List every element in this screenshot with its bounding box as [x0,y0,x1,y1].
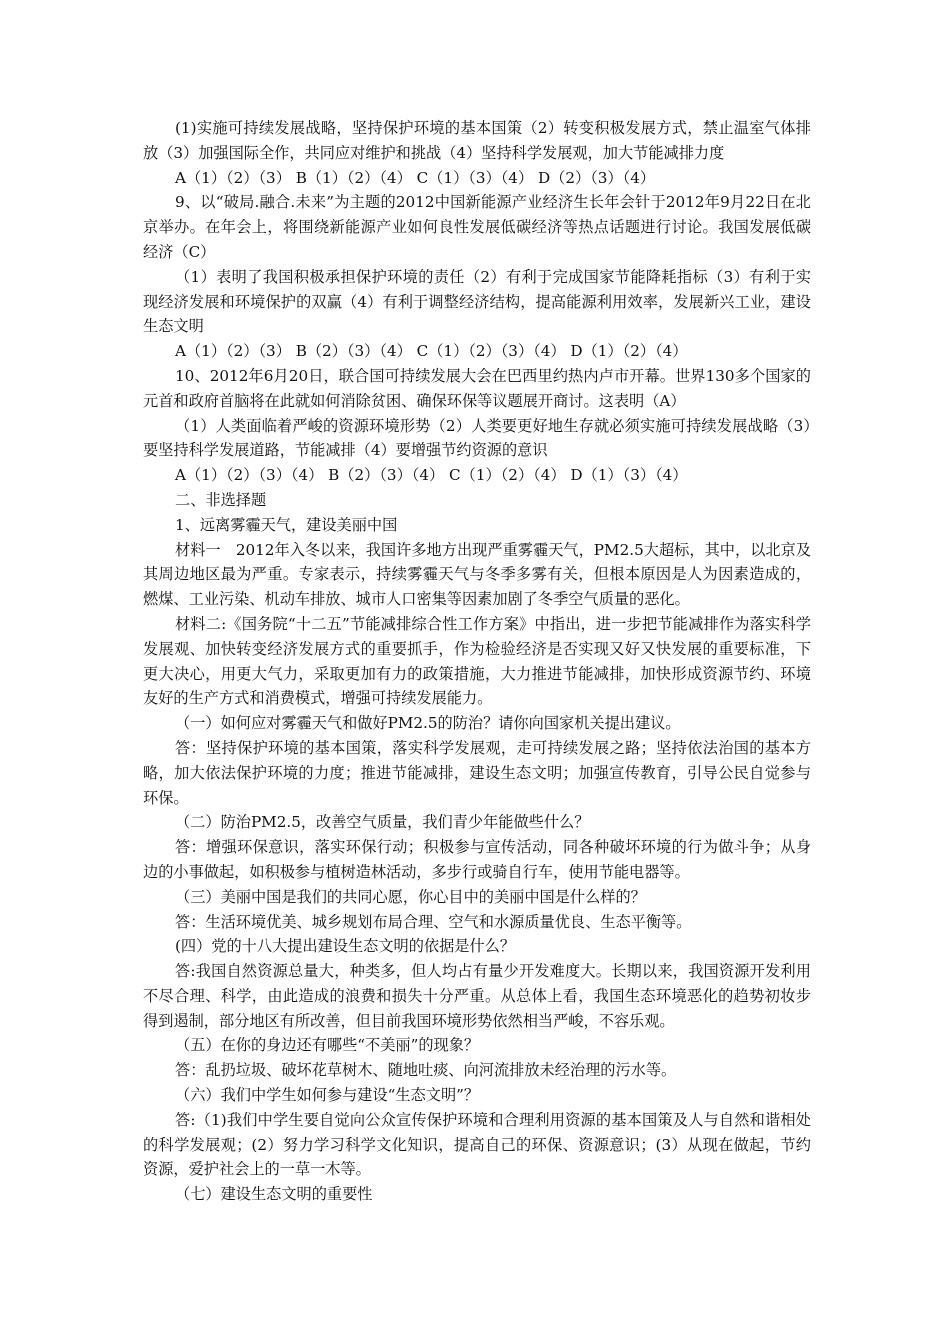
paragraph-5: A（1）（2）（3） B（2）（3）（4） C（1）（2）（3）（4） D（1）（2）（4） [175,342,688,361]
paragraph-17: （三）美丽中国是我们的共同心愿，你心目中的美丽中国是什么样的？ [175,887,646,906]
paragraph-25: （七）建设生态文明的重要性 [175,1185,373,1204]
paragraph-13: （一）如何应对雾霾天气和做好PM2.5的防治？请你向国家机关提出建议。 [175,714,681,733]
paragraph-24: 答:（1)我们中学生要自觉向公众宣传保护环境和合理利用资源的基本国策及人与自然和谐相处的科学发展观；(2）努力学习科学文化知识，提高自己的环保、资源意识；(3）从现在做起，节约资源，爱护社会上的一草一木等。 [143,1110,811,1179]
paragraph-20: 答:我国自然资源总量大，种类多，但人均占有量少开发难度大。长期以来，我国资源开发利用不尽合理、科学，由此造成的浪费和损失十分严重。从总体上看，我国生态环境恶化的趋势初妆步得到遏制，部分地区有所改善，但目前我国环境形势依然相当严峻，不容乐观。 [143,962,811,1030]
paragraph-23: （六）我们中学生如何参与建设“生态文明”？ [175,1086,480,1105]
paragraph-11: 材料一 2012年入冬以来，我国许多地方出现严重雾霾天气，PM2.5大超标，其中，以北京及其周边地区最为严重。专家表示，持续雾霾天气与冬季多雾有关，但根本原因是人为因素造成的，燃煤、工业污染、机动车排放、城市人口密集等因素加剧了冬季空气质量的恶化。 [143,540,811,609]
paragraph-22: 答：乱扔垃圾、破坏花草树木、随地吐痰、向河流排放未经治理的污水等。 [175,1061,677,1080]
paragraph-14: 答：坚持保护环境的基本国策，落实科学发展观，走可持续发展之路；坚持依法治国的基本方略，加大依法保护环境的力度；推进节能减排，建设生态文明；加强宣传教育，引导公民自觉参与环保。 [143,738,811,807]
paragraph-19: (四）党的十八大提出建设生态文明的依据是什么？ [175,937,516,956]
paragraph-8: A（1）（2）（3）（4） B（2）（3）（4） C（1）（2）（4） D（1）（3）（4） [175,466,688,485]
paragraph-4: （1）表明了我国积极承担保护环境的责任（2）有利于完成国家节能降耗指标（3）有利于实现经济发展和环境保护的双赢（4）有利于调整经济结构，提高能源利用效率，发展新兴工业，建设生态文明 [143,267,811,336]
question-title: 1、远离雾霾天气，建设美丽中国 [175,515,398,534]
paragraph-21: （五）在你的身边还有哪些“不美丽”的现象？ [175,1036,480,1055]
document-page [143,116,811,1207]
paragraph-18: 答：生活环境优美、城乡规划布局合理、空气和水源质量优良、生态平衡等。 [175,912,692,931]
paragraph-3: 9、以“破局.融合.未来”为主题的2012中国新能源产业经济生长年会针于2012年9月22日在北京举办。在年会上，将围绕新能源产业如何良性发展低碳经济等热点话题进行讨论。我国发展低碳经济（C） [143,193,811,261]
paragraph-12: 材料二:《国务院“十二五”节能减排综合性工作方案》中指出，进一步把节能减排作为落实科学发展观、加快转变经济发展方式的重要抓手，作为检验经济是否实现又好又快发展的重要标准，下更大决心，用更大气力，采取更加有力的政策措施，大力推进节能减排，加快形成资源节约、环境友好的生产方式和消费模式，增强可持续发展能力。 [143,614,811,708]
paragraph-15: （二）防治PM2.5，改善空气质量，我们青少年能做些什么？ [175,813,590,832]
paragraph-7: （1）人类面临着严峻的资源环境形势（2）人类要更好地生存就必须实施可持续发展战略（3）要坚持科学发展道路，节能减排（4）要增强节约资源的意识 [143,416,811,460]
paragraph-6: 10、2012年6月20日，联合国可持续发展大会在巴西里约热内卢市开幕。世界130多个国家的元首和政府首脑将在此就如何消除贫困、确保环保等议题展开商讨。这表明（A） [143,366,811,410]
section-heading: 二、非选择题 [175,490,267,509]
paragraph-16: 答：增强环保意识，落实环保行动；积极参与宣传活动，同各种破坏环境的行为做斗争；从身边的小事做起，如积极参与植树造林活动，多步行或骑自行车，使用节能电器等。 [143,838,811,881]
paragraph-1: (1)实施可持续发展战略，坚持保护环境的基本国策（2）转变积极发展方式，禁止温室气体排放（3）加强国际全作，共同应对维护和挑战（4）坚持科学发展观，加大节能减排力度 [143,119,811,162]
paragraph-2: A（1）（2）（3） B（1）（2）（4） C（1）（3）（4） D（2）（3）（4） [175,168,656,187]
